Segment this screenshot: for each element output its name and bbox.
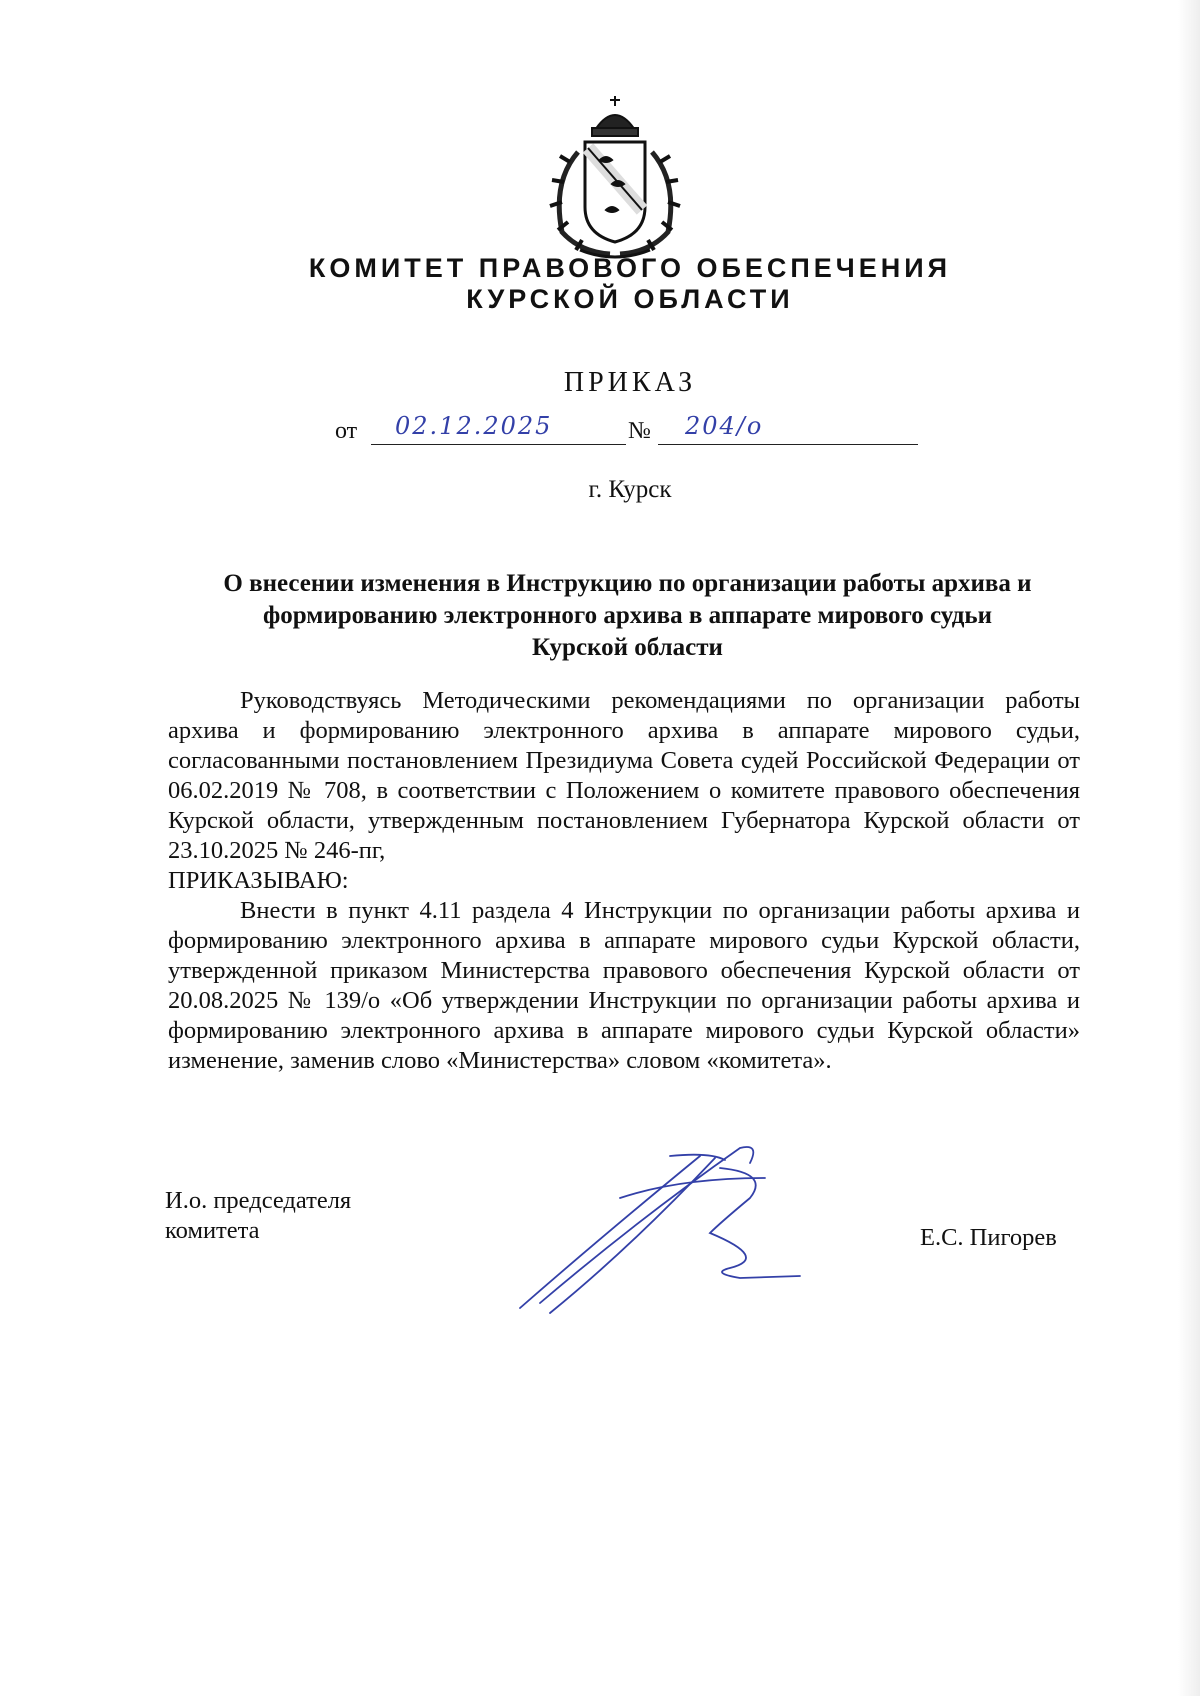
city-line: г. Курск <box>588 476 672 503</box>
coat-of-arms-emblem <box>540 92 690 262</box>
date-number-row <box>335 412 925 448</box>
body-paragraph-2: Внести в пункт 4.11 раздела 4 Инструкции по организации работы архива и формированию электронного архива в аппарате мирового судьи Курской области, утвержденной приказом Министерства правового обеспечения Курской области от 20.08.2025 № 139/о «Об утверждении Инструкции по организации работы архива и формированию электронного архива в аппарате мирового судьи Курской области» изменение, заменив слово «Министерства» словом «комитета». <box>168 897 1080 1074</box>
signatory-position <box>165 1186 351 1246</box>
order-word: ПРИКАЗЫВАЮ: <box>168 867 349 894</box>
scan-edge-shadow <box>1178 0 1200 1696</box>
handwritten-signature <box>510 1138 810 1318</box>
org-name-line1: КОМИТЕТ ПРАВОВОГО ОБЕСПЕЧЕНИЯ <box>308 253 952 283</box>
number-label: № <box>628 418 651 444</box>
document-body <box>168 686 1080 1076</box>
document-title <box>165 568 1090 664</box>
position-line1: И.о. председателя <box>165 1187 352 1214</box>
position-line2: комитета <box>165 1217 260 1244</box>
date-underline <box>371 444 626 445</box>
signatory-name: Е.С. Пигорев <box>920 1224 1057 1251</box>
organization-name <box>150 253 1110 315</box>
body-paragraph-1: Руководствуясь Методическими рекомендациями по организации работы архива и формированию электронного архива в аппарате мирового судьи, согласованными постановлением Президиума Совета судей Российской Федерации от 06.02.2019 № 708, в соответствии с Положением о комитете правового обеспечения Курской области, утвержденным постановлением Губернатора Курской области от 23.10.2025 № 246-пг, <box>168 687 1080 864</box>
date-handwritten: 02.12.2025 <box>395 412 553 440</box>
document-type: ПРИКАЗ <box>563 367 697 398</box>
title-line2: формированию электронного архива в аппарате мирового судьи <box>262 602 993 629</box>
title-line1: О внесении изменения в Инструкцию по организации работы архива и <box>223 570 1032 597</box>
title-line3: Курской области <box>532 634 723 661</box>
number-handwritten: 204/о <box>685 412 764 440</box>
org-name-line2: КУРСКОЙ ОБЛАСТИ <box>466 284 794 314</box>
number-underline <box>658 444 918 445</box>
date-label: от <box>335 418 358 444</box>
